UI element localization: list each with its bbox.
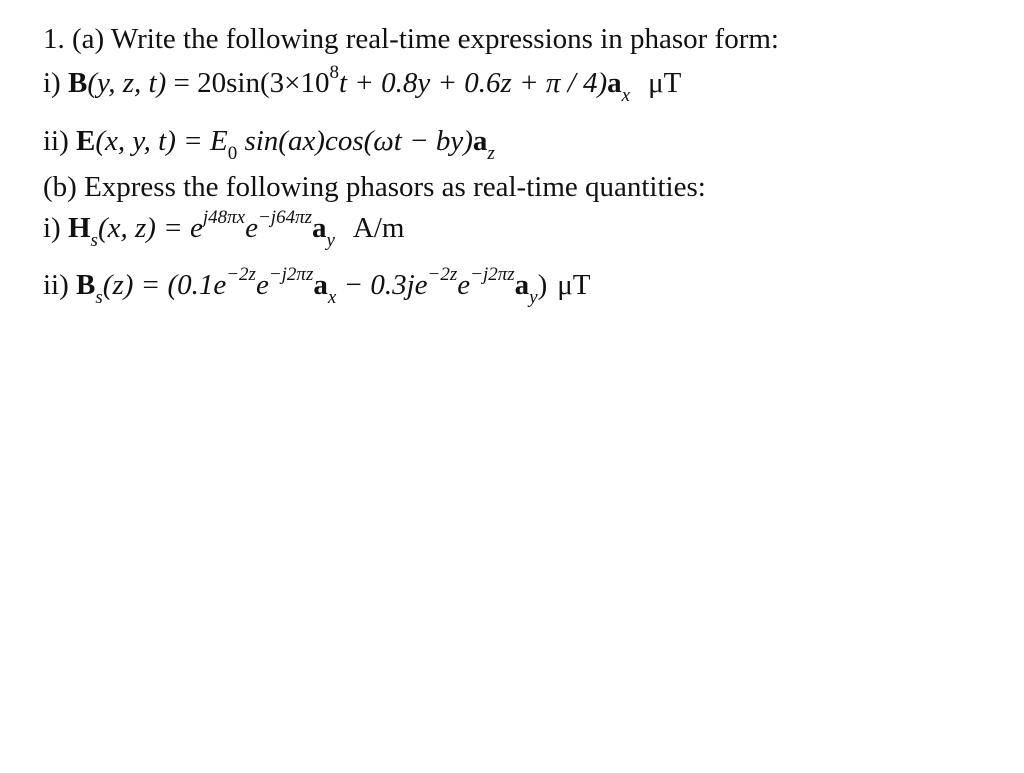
field-symbol: E <box>76 125 96 157</box>
field-arguments: (x, z) = e <box>97 212 203 244</box>
unit-vector: a <box>607 67 622 99</box>
expression-middle: − 0.3je <box>336 269 428 301</box>
unit-vector: a <box>313 269 328 301</box>
unit-vector: a <box>472 125 488 157</box>
part-b-i-expression <box>43 207 405 251</box>
item-label: ii) <box>43 269 69 301</box>
field-symbol: B <box>76 269 96 301</box>
field-subscript: s <box>95 287 103 308</box>
unit-vector-subscript: y <box>529 287 538 308</box>
part-b-ii-expression <box>43 264 591 308</box>
expression-rest: sin(ax)cos(ωt − by) <box>237 125 473 157</box>
unit-vector: a <box>311 212 327 244</box>
problem-heading-text: 1. (a) Write the following real-time expressions in phasor form: <box>43 23 779 55</box>
amplitude-subscript: 0 <box>227 143 238 164</box>
part-a-ii-expression <box>43 124 495 162</box>
unit-vector-subscript: z <box>487 143 495 164</box>
unit-vector-subscript: x <box>327 287 337 308</box>
exponential-base: e <box>457 269 471 301</box>
exponential-base: e <box>255 269 269 301</box>
unit-label: μT <box>557 269 591 301</box>
expression-body: = 20sin(3×10 <box>166 67 330 99</box>
field-subscript: s <box>90 230 98 251</box>
exponent: j48πx <box>202 207 246 228</box>
closing-paren: ) <box>537 269 548 301</box>
exponent: −2z <box>226 264 256 285</box>
part-b-heading <box>43 170 706 204</box>
exponent: 8 <box>329 62 339 83</box>
unit-vector-subscript: y <box>326 230 335 251</box>
item-label: i) <box>43 212 61 244</box>
exponent: −j2πz <box>268 264 314 285</box>
exponent: −2z <box>427 264 458 285</box>
unit-label: A/m <box>352 212 405 244</box>
problem-heading <box>43 22 779 56</box>
field-arguments: (y, z, t) <box>87 67 167 99</box>
exponential-base: e <box>245 212 258 244</box>
item-label: ii) <box>43 125 69 157</box>
unit-vector-subscript: x <box>621 85 631 106</box>
field-symbol: B <box>67 67 88 99</box>
part-a-i-expression <box>43 62 682 106</box>
unit-label: μT <box>648 67 682 99</box>
expression-rest: t + 0.8y + 0.6z + π / 4) <box>338 67 608 99</box>
field-arguments: (x, y, t) = <box>95 125 210 157</box>
field-symbol: H <box>67 212 91 244</box>
field-arguments: (z) = (0.1e <box>102 269 227 301</box>
exponent: −j64πz <box>257 207 312 228</box>
item-label: i) <box>43 67 61 99</box>
exponent: −j2πz <box>470 264 515 285</box>
unit-vector: a <box>514 269 530 301</box>
part-b-heading-text: (b) Express the following phasors as real-time quantities: <box>43 171 706 203</box>
amplitude-symbol: E <box>209 125 228 157</box>
